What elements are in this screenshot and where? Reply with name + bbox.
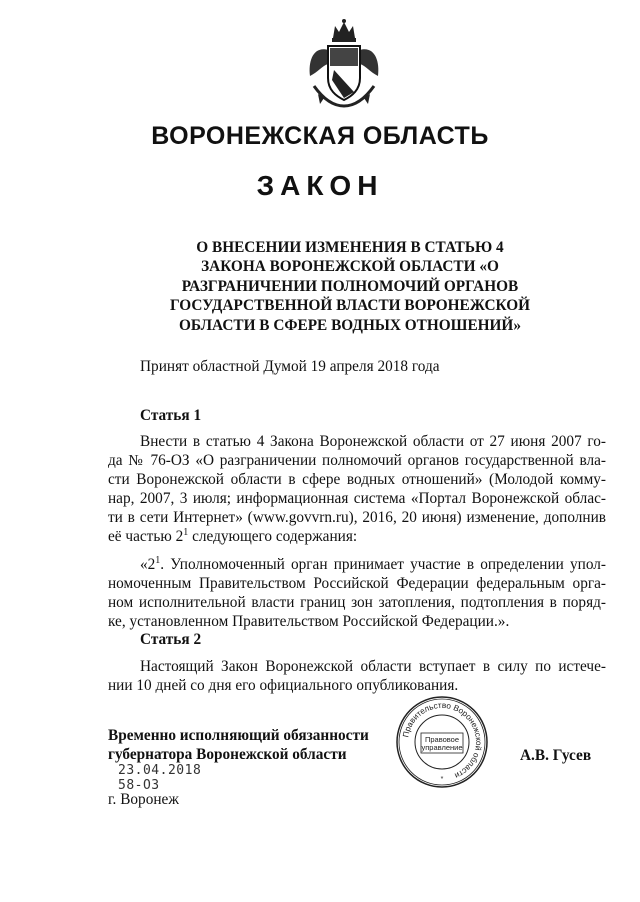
signing-city: г. Воронеж xyxy=(108,791,179,808)
stamp-ring-text: Правительство Воронежской области xyxy=(401,700,484,781)
article-1-text: следующего содержания: xyxy=(188,528,358,545)
quoted-part-text: «2 xyxy=(140,556,156,573)
stamp-center-text: управление xyxy=(421,743,463,752)
law-title xyxy=(140,238,560,335)
quoted-part-text: . Уполномоченный орган принимает участие в определении упол- xyxy=(160,556,606,573)
signatory-position: губернатора Воронежской области xyxy=(108,746,347,763)
coat-of-arms-emblem xyxy=(304,16,384,112)
article-1-heading: Статья 1 xyxy=(140,407,202,424)
quoted-part-line xyxy=(140,555,606,574)
law-title-line: ОБЛАСТИ В СФЕРЕ ВОДНЫХ ОТНОШЕНИЙ» xyxy=(179,316,521,334)
article-2-line: нии 10 дней со дня его официального опубликования. xyxy=(108,677,459,694)
adoption-note: Принят областной Думой 19 апреля 2018 года xyxy=(140,358,440,375)
quoted-part-line: ном исполнительной власти границ зон затопления, подтопления в поряд- xyxy=(108,594,606,611)
stamp-center-text: Правовое xyxy=(424,735,460,744)
superscript: 1 xyxy=(183,527,189,538)
article-1-line: нар, 2007, 3 июля; информационная система «Портал Воронежской облас- xyxy=(108,490,606,507)
article-1-line: ти в сети Интернет» (www.govvrn.ru), 2016, 20 июня) изменение, дополнив xyxy=(108,509,606,526)
article-1-line: Внести в статью 4 Закона Воронежской области от 27 июня 2007 го- xyxy=(140,433,606,450)
article-1-line: да № 76-ОЗ «О разграничении полномочий органов государственной вла- xyxy=(108,452,606,469)
signing-date: 23.04.2018 xyxy=(118,763,202,778)
law-title-line: ГОСУДАРСТВЕННОЙ ВЛАСТИ ВОРОНЕЖСКОЙ xyxy=(169,297,531,315)
quoted-part-line: ке, установленном Правительством Российской Федерации.». xyxy=(108,613,510,630)
article-1-text: её частью 2 xyxy=(108,528,184,545)
law-number: 58-ОЗ xyxy=(118,778,160,793)
law-title-line: О ВНЕСЕНИИ ИЗМЕНЕНИЯ В СТАТЬЮ 4 xyxy=(196,239,504,256)
stamp-star-icon: * xyxy=(440,776,444,783)
quoted-part-line: номоченным Правительством Российской Федерации федеральным орга- xyxy=(108,575,606,592)
law-title-line: ЗАКОНА ВОРОНЕЖСКОЙ ОБЛАСТИ «О xyxy=(201,258,499,276)
document-type: ЗАКОН xyxy=(256,170,384,201)
signatory-position: Временно исполняющий обязанности xyxy=(108,727,369,744)
superscript: 1 xyxy=(155,555,161,566)
region-name: ВОРОНЕЖСКАЯ ОБЛАСТЬ xyxy=(151,122,489,150)
article-2-line: Настоящий Закон Воронежской области вступает в силу по истече- xyxy=(140,658,606,675)
signatory-name: А.В. Гусев xyxy=(520,747,592,764)
official-stamp xyxy=(395,695,489,789)
law-title-line: РАЗГРАНИЧЕНИИ ПОЛНОМОЧИЙ ОРГАНОВ xyxy=(181,277,519,295)
article-1-line: сти Воронежской области в сфере водных отношений» (Молодой комму- xyxy=(108,471,606,488)
article-1-line xyxy=(108,527,357,546)
article-2-heading: Статья 2 xyxy=(140,631,202,648)
